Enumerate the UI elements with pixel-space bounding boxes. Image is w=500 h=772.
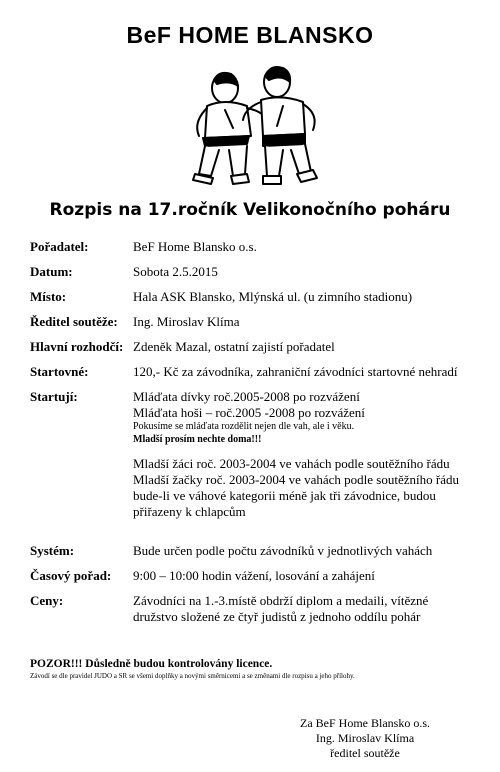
field-value: BeF Home Blansko o.s. (133, 239, 257, 254)
signature-organization: Za BeF Home Blansko o.s. (300, 716, 430, 730)
category-line: Mladší žáci roč. 2003-2004 ve vahách podle soutěžního řádu (133, 456, 450, 471)
category-line: Mláďata hoši – roč.2005 -2008 po rozvážení (133, 405, 365, 420)
field-label: Časový pořad: (30, 568, 112, 583)
field-label: Místo: (30, 289, 67, 304)
field-label: Startují: (30, 389, 78, 404)
signature-block (255, 716, 475, 761)
field-label: Ředitel soutěže: (30, 314, 118, 329)
judo-fighters-icon (185, 66, 325, 196)
field-value: Bude určen podle počtu závodníků v jednotlivých vahách (133, 543, 433, 558)
notice-prefix: POZOR!!! (30, 658, 83, 670)
field-value: Zdeněk Mazal, ostatní zajistí pořadatel (133, 339, 335, 354)
field-label: Datum: (30, 264, 73, 279)
notice-heading-text: Důsledně budou kontrolovány licence. (85, 658, 273, 670)
field-label: Pořadatel: (30, 239, 89, 254)
field-value: 120,- Kč za závodníka, zahraniční závodníci startovné nehradí (133, 364, 458, 379)
field-value: Sobota 2.5.2015 (133, 264, 218, 279)
category-line: Mladší žačky roč. 2003-2004 ve vahách podle soutěžního řádu (133, 472, 459, 487)
field-value (133, 389, 483, 520)
field-value: 9:00 – 10:00 hodin vážení, losování a zahájení (133, 568, 375, 583)
category-line: přiřazeny k chlapcům (133, 504, 246, 519)
spacer (133, 446, 483, 456)
field-value: Ing. Miroslav Klíma (133, 314, 240, 329)
signature-name: Ing. Miroslav Klíma (315, 731, 415, 745)
field-label: Systém: (30, 543, 75, 558)
field-value (133, 593, 483, 625)
prize-line: Závodníci na 1.-3.místě obdrží diplom a medaili, vítězné (133, 593, 429, 608)
category-line: bude-li ve váhové kategorii méně jak tři závodnice, budou (133, 488, 436, 503)
signature-role: ředitel soutěže (330, 746, 400, 760)
notice-text: Závodí se dle pravidel JUDO a SR se všemi doplňky a novými směrnicemi a se změnami dle rozpisu a jeho přílohy. (30, 672, 355, 680)
category-line: Mláďata dívky roč.2005-2008 po rozvážení (133, 389, 360, 404)
event-subtitle: Rozpis na 17.ročník Velikonočního poháru (49, 200, 451, 220)
notice-block (30, 658, 355, 680)
category-note-bold: Mladší prosím nechte doma!!! (133, 434, 262, 445)
field-label: Startovné: (30, 364, 89, 379)
field-label: Ceny: (30, 593, 64, 608)
notice-heading (30, 658, 355, 670)
prize-line: družstvo složené ze čtyř judistů z jednoho oddílu pohár (133, 609, 421, 624)
field-value: Hala ASK Blansko, Mlýnská ul. (u zimního stadionu) (133, 289, 413, 304)
document-title: BeF HOME BLANSKO (126, 22, 374, 48)
field-label: Hlavní rozhodčí: (30, 339, 124, 354)
category-note: Pokusíme se mláďata rozdělit nejen dle vah, ale i věku. (133, 421, 355, 432)
